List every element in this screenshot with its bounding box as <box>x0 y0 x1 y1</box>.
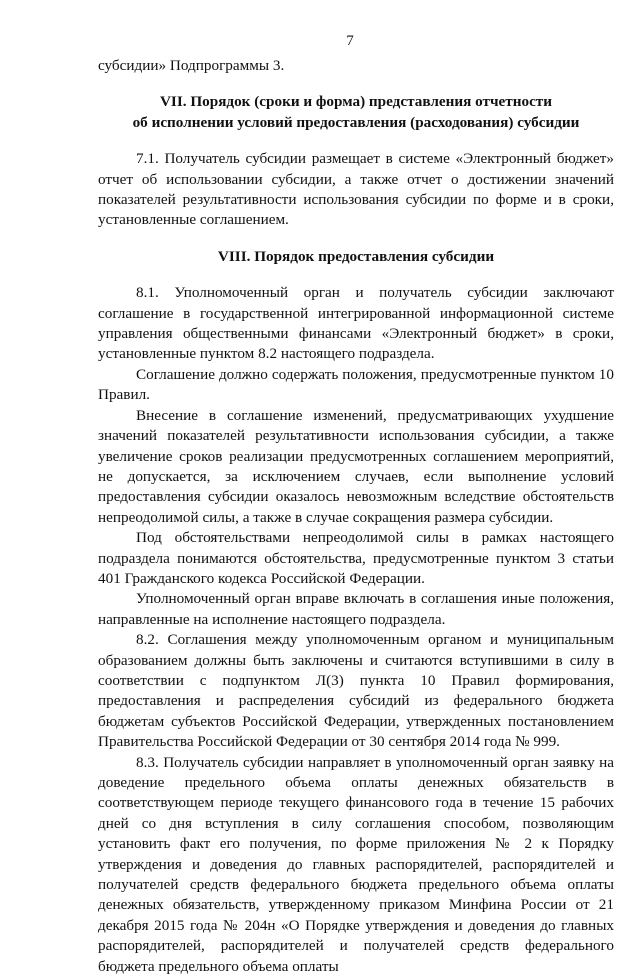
section-8-paragraph-4: Под обстоятельствами непреодолимой силы в рамках настоящего подраздела понимаются обстоятельства, предусмотренные пунктом 3 статьи 401 Гражданского кодекса Российской Федерации. <box>98 529 614 587</box>
intro-line: субсидии» Подпрограммы 3. <box>98 57 285 74</box>
section-8-paragraph-3: Внесение в соглашение изменений, предусматривающих ухудшение значений показателей результативности использования субсидии, а также увеличение сроков реализации предусмотренных соглашением мероприятий, не допускается, за исключением случаев, если выполнение условий предоставления субсидии оказалось невозможным вследствие обстоятельств непреодолимой силы, а также в случае сокращения размера субсидии. <box>98 406 614 526</box>
section-8-paragraph-5: Уполномоченный орган вправе включать в соглашения иные положения, направленные на исполнение настоящего подраздела. <box>98 590 614 628</box>
document-body <box>98 56 614 977</box>
section-8-paragraph-7: 8.3. Получатель субсидии направляет в уполномоченный орган заявку на доведение предельного объема оплаты денежных обязательств в соответствующем периоде текущего финансового года в течение 15 рабочих дней со дня вступления в силу соглашения способом, позволяющим установить факт его получения, по форме приложения № 2 к Порядку утверждения и доведения до главных распорядителей, распорядителей и получателей средств федерального бюджета предельного объема оплаты денежных обязательств, утвержденному приказом Минфина России от 21 декабря 2015 года № 204н «О Порядке утверждения и доведения до главных распорядителей, распорядителей и получателей средств федерального бюджета предельного объема оплаты <box>98 753 614 975</box>
page-number: 7 <box>346 33 354 49</box>
section-8-paragraph-1: 8.1. Уполномоченный орган и получатель субсидии заключают соглашение в государственной интегрированной информационной системе управления общественными финансами «Электронный бюджет» в сроки, установленные пунктом 8.2 настоящего подраздела. <box>98 284 614 363</box>
section-8-paragraph-2: Соглашение должно содержать положения, предусмотренные пунктом 10 Правил. <box>98 365 614 404</box>
section-7-paragraph-1: 7.1. Получатель субсидии размещает в системе «Электронный бюджет» отчет об использовании субсидии, а также отчет о достижении значений показателей результативности использования субсидии по форме и в сроки, установленные соглашением. <box>98 150 614 229</box>
section-8-title: VIII. Порядок предоставления субсидии <box>217 247 495 265</box>
section-8-paragraph-6: 8.2. Соглашения между уполномоченным органом и муниципальным образованием должны быть заключены и считаются вступившими в силу в соответствии с подпунктом Л(3) пункта 10 Правил формирования, предоставления и распределения субсидий из федерального бюджета бюджетам субъектов Российской Федерации, утвержденных постановлением Правительства Российской Федерации от 30 сентября 2014 года № 999. <box>98 631 614 751</box>
section-7-title-line-1: VII. Порядок (сроки и форма) представления отчетности <box>159 93 553 111</box>
section-7-title-line-2: об исполнении условий предоставления (расходования) субсидии <box>132 113 580 131</box>
